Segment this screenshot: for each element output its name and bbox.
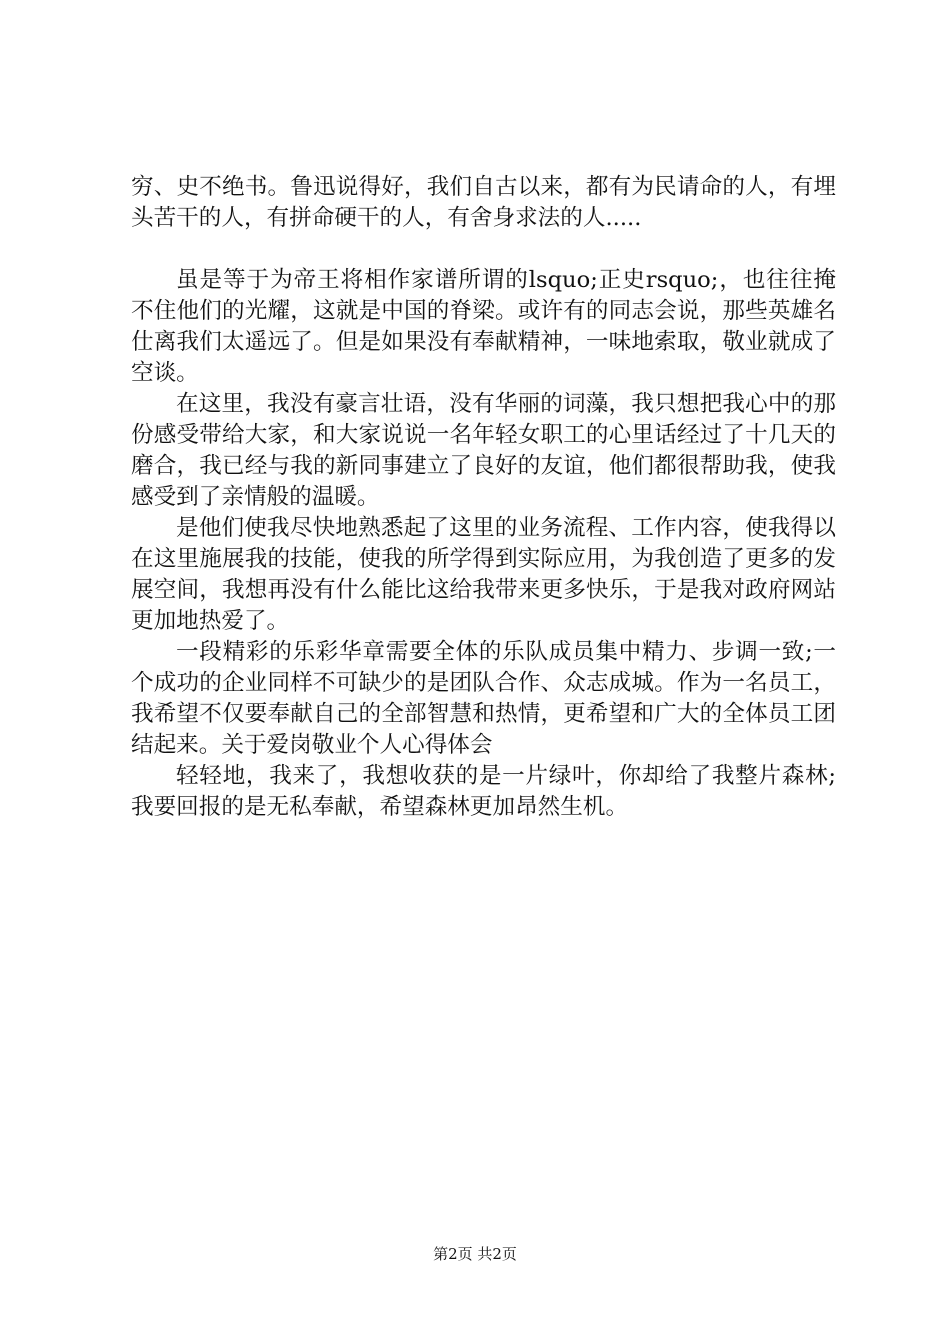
document-body <box>131 172 836 823</box>
paragraph-6: 轻轻地，我来了，我想收获的是一片绿叶，你却给了我整片森林;我要回报的是无私奉献，希望森林更加昂然生机。 <box>131 763 836 820</box>
paragraph-1: 穷、史不绝书。鲁迅说得好，我们自古以来，都有为民请命的人，有埋头苦干的人，有拼命硬干的人，有舍身求法的人..... <box>131 174 836 231</box>
paragraph-5: 一段精彩的乐彩华章需要全体的乐队成员集中精力、步调一致;一个成功的企业同样不可缺少的是团队合作、众志成城。作为一名员工，我希望不仅要奉献自己的全部智慧和热情，更希望和广大的全体员工团结起来。关于爱岗敬业个人心得体会 <box>131 639 836 758</box>
page-footer <box>0 1244 950 1264</box>
paragraph-4: 是他们使我尽快地熟悉起了这里的业务流程、工作内容，使我得以在这里施展我的技能，使我的所学得到实际应用，为我创造了更多的发展空间，我想再没有什么能比这给我带来更多快乐，于是我对政府网站更加地热爱了。 <box>131 515 836 634</box>
page-number: 第2页 共2页 <box>433 1245 517 1263</box>
paragraph-3: 在这里，我没有豪言壮语，没有华丽的词藻，我只想把我心中的那份感受带给大家，和大家说说一名年轻女职工的心里话经过了十几天的磨合，我已经与我的新同事建立了良好的友谊，他们都很帮助我，使我感受到了亲情般的温暖。 <box>131 391 836 510</box>
paragraph-2: 虽是等于为帝王将相作家谱所谓的lsquo;正史rsquo;，也往往掩不住他们的光耀，这就是中国的脊梁。或许有的同志会说，那些英雄名仕离我们太遥远了。但是如果没有奉献精神，一味地索取，敬业就成了空谈。 <box>131 267 836 386</box>
